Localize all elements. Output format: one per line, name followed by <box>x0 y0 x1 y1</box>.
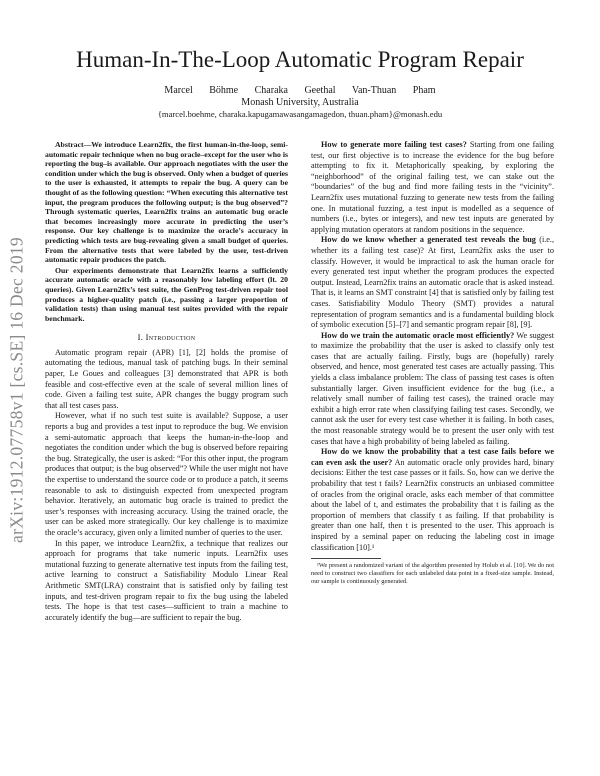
body-paragraph: Automatic program repair (APR) [1], [2] holds the promise of automating the tedious, manual task of patching bugs. In their seminal paper, Le Goues and colleagues [3] demonstrated that APR is both feasible and cost-effective even at the scale of several million lines of code. Given a failing test suite, APR changes the buggy program such that all test cases pass. <box>45 347 288 410</box>
question-paragraph <box>311 140 554 235</box>
affiliation: Monash University, Australia <box>241 97 359 108</box>
question-answer: An automatic oracle only provides hard, binary decisions: Either the test case passes or it fails. So, how can we derive the probability that test t fails? Learn2fix constructs an unbiased committee of oracles from the original oracle, asks each member of that committee about the label of t, and estimates the probability that t is failing as the proportion of members that classify t as failing. If that probability is greater than one half, then t is presented to the user. This approach is inspired by a seminal paper on reducing the labeling cost in image classification [10].¹ <box>311 457 554 552</box>
question-heading: How do we know whether a generated test reveals the bug <box>321 235 536 245</box>
footnote-rule <box>311 558 381 559</box>
question-answer: Starting from one failing test, our first objective is to increase the evidence for the bug before attempting to fix it. Metaphorically speaking, by exploring the “neighborhood” of the original failing test, we can stake out the “boundaries” of the bug and find more failing tests in the “vicinity”. Learn2fix uses mutational fuzzing to generate new tests from the failing one. In mutational fuzzing, a test input is modelled as a sequence of numbers (i.e., bytes or integers), and new test inputs are generated by applying mutation operators at random positions in the sequence. <box>311 140 554 234</box>
right-column <box>311 140 554 586</box>
author-list: Marcel Böhme Charaka Geethal Van-Thuan Pham <box>164 85 436 96</box>
body-paragraph: In this paper, we introduce Learn2fix, a technique that realizes our approach for programs that take numeric inputs. Learn2fix uses mutational fuzzing to generate alternative test inputs from the failing test, active learning to construct a Satisfiability Modulo Linear Real Arithmetic SMT(LRA) constraint that is satisfied only by failing test inputs, and test-driven program repair to fix the bug using the labeled tests. The hope is that test cases—sufficient to train a machine to accurately identify the bug—are sufficient to repair the bug. <box>45 538 288 622</box>
question-answer: (i.e., whether its a failing test case)? At first, Learn2fix asks the user to classify. However, it would be impractical to ask the human oracle for every generated test input whether the program produces the expected output. Instead, Learn2fix trains an automatic oracle that is asked instead. That is, it learns an SMT constraint [4] that is satisfied only by failing test cases. Satisfiability Modulo Theory (SMT) provides a natural representation of program semantics and is a fundamental building block of symbolic execution [5]–[7] and semantic program repair [8], [9]. <box>311 235 554 330</box>
section-heading: I. Introduction <box>137 332 196 343</box>
body-paragraph: However, what if no such test suite is available? Suppose, a user reports a bug and provides a test input to reproduce the bug. We envision a semi-automatic approach that keeps the human-in-the-loop and negotiates the condition under which the bug is observed before repairing the bug. Strategically, the user is asked: “For this other input, the program produces that output; is the bug observed”? While the user might not have the expertise to understand the source code or to produce a patch, it seems reasonable to ask to distinguish expected from unexpected program behavior. Iteratively, an automatic bug oracle is trained to predict the user’s responses with increasing accuracy. Using the trained oracle, the user can be asked more strategically. Our key challenge is to maximize the oracle’s accuracy, given only a limited number of queries to the user. <box>45 411 288 537</box>
question-answer: We suggest to maximize the probability that the user is asked to classify only test cases that are actually failing. Firstly, bugs are (hopefully) rarely observed, and hence, most generated test cases are actually passing. This yields a class imbalance problem: The class of passing test cases is often substantially larger. Given insufficient evidence for the bug (i.e., a relatively small number of failing test cases), the trained oracle may exhibit a high error rate when classifying failing test cases. Secondly, we cannot ask the user for every test case whether it is failing. In both cases, the most reasonable strategy would be to present the user only with test cases that have a high probability of being labeled as failing. <box>311 330 555 446</box>
arxiv-stamp: arXiv:1912.07758v1 [cs.SE] 16 Dec 2019 <box>6 237 27 543</box>
question-heading: How to generate more failing test cases? <box>321 140 467 149</box>
abstract-paragraph: Abstract—We introduce Learn2fix, the first human-in-the-loop, semi-automatic repair technique when no bug oracle–except for the user who is reporting the bug–is available. Our approach negotiates with the user the condition under which the bug is observed. Only when a budget of queries to the user is exhausted, it attempts to repair the bug. A query can be thought of as the following question: “When executing this alternative test input, the program produces the following output; is the bug observed”? Through systematic queries, Learn2fix trains an automatic bug oracle that becomes increasingly more accurate in predicting the user’s response. Our key challenge is to maximize the oracle’s accuracy in predicting which tests are bug-revealing given a small budget of queries. From the alternative tests that were labeled by the user, test-driven automatic repair produces the patch. <box>45 140 288 265</box>
question-paragraph <box>311 331 554 448</box>
abstract <box>45 140 288 323</box>
footnote: ¹We present a randomized variant of the algorithm presented by Holub et al. [10]. We do not need to construct two classifiers for each unlabeled data point in a fixed-size sample. Instead, our sample is continuously generated. <box>311 562 554 586</box>
question-paragraph <box>311 235 554 330</box>
left-column <box>45 140 288 623</box>
paper-title: Human-In-The-Loop Automatic Program Repair <box>76 47 524 72</box>
question-paragraph <box>311 447 554 553</box>
author-emails: {marcel.boehme, charaka.kapugamawasangamagedon, thuan.pham}@monash.edu <box>157 109 443 119</box>
abstract-paragraph: Our experiments demonstrate that Learn2fix learns a sufficiently accurate automatic oracle with a reasonably low labeling effort (lt. 20 queries). Given Learn2fix’s test suite, the GenProg test-driven repair tool produces a higher-quality patch (i.e., passing a larger proportion of validation tests) than using manual test suites provided with the repair benchmark. <box>45 265 288 323</box>
question-heading: How do we train the automatic oracle most efficiently? <box>321 330 515 340</box>
question-heading: How do we know the probability that a test case fails before we can even ask the user? <box>311 447 554 467</box>
